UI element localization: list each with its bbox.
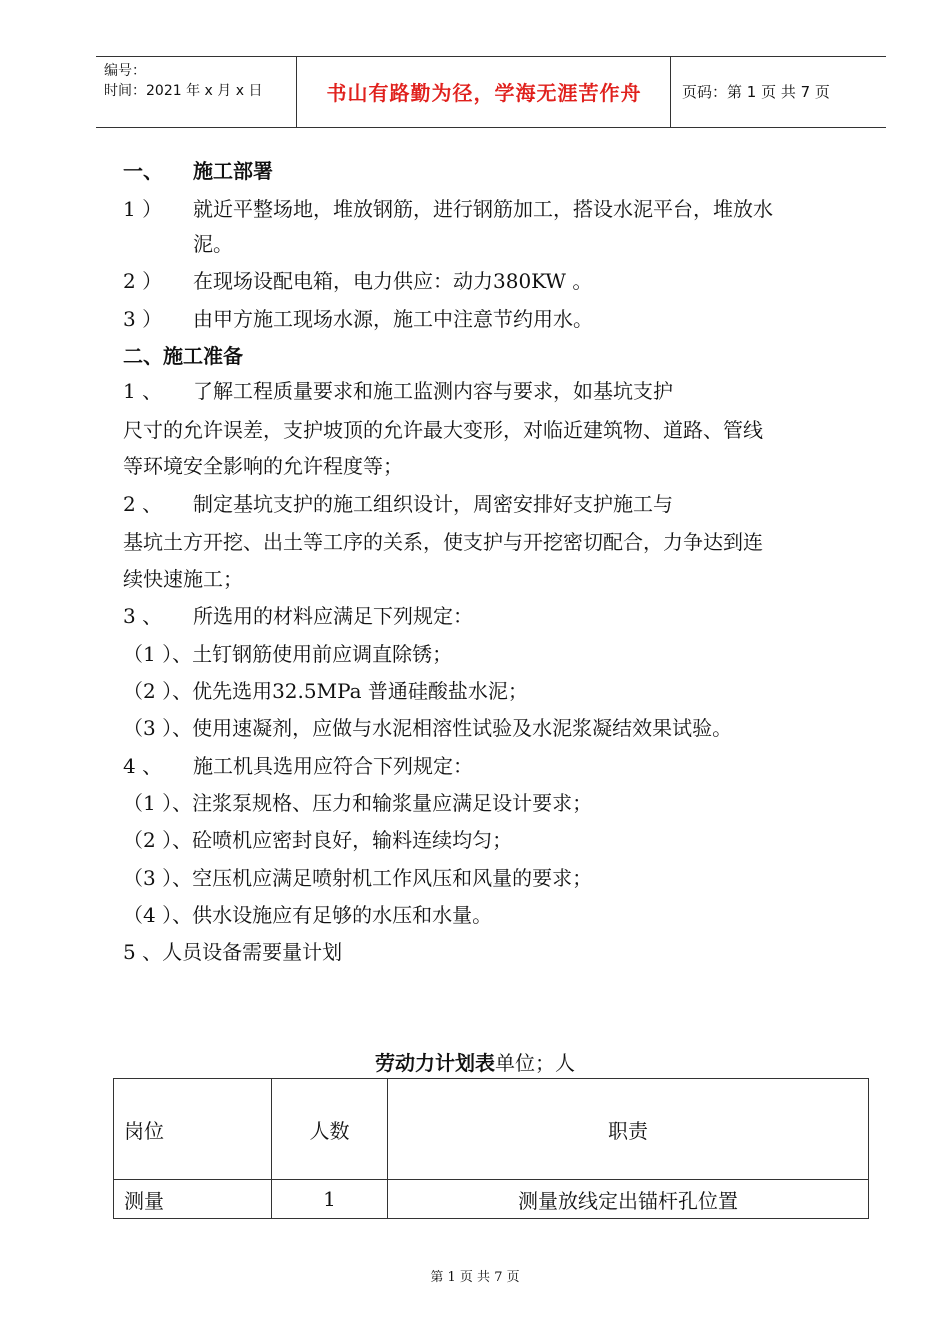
page-footer: 第 1 页 共 7 页 bbox=[430, 1270, 520, 1285]
list-item: （3 ）、使用速凝剂，应做与水泥相溶性试验及水泥浆凝结效果试验。 bbox=[123, 716, 733, 740]
list-item: （3 ）、空压机应满足喷射机工作风压和风量的要求； bbox=[123, 866, 593, 890]
header-divider bbox=[670, 57, 671, 127]
header-cell-count: 人数 bbox=[272, 1079, 388, 1180]
table-cell: 1 bbox=[272, 1180, 388, 1219]
paragraph-1-line-2: 尺寸的允许误差，支护坡顶的允许最大变形，对临近建筑物、道路、管线 bbox=[123, 418, 763, 442]
header-cell-duty: 职责 bbox=[388, 1079, 869, 1180]
list-item: （2 ）、优先选用32.5MPa 普通硅酸盐水泥； bbox=[123, 679, 528, 703]
paragraph-2-line-3: 续快速施工； bbox=[123, 567, 243, 591]
number-label: 编号： bbox=[104, 63, 146, 79]
header-cell-position: 岗位 bbox=[114, 1079, 272, 1180]
list-item: 1 ） 就近平整场地，堆放钢筋，进行钢筋加工，搭设水泥平台，堆放水 bbox=[123, 197, 773, 221]
header-divider bbox=[296, 57, 297, 127]
header-meta bbox=[104, 61, 262, 101]
list-item: 3 ） 由甲方施工现场水源，施工中注意节约用水。 bbox=[123, 307, 593, 331]
section-2-heading: 二、施工准备 bbox=[123, 344, 243, 368]
document-header bbox=[96, 56, 886, 128]
table-title-unit: 单位；人 bbox=[495, 1051, 575, 1075]
header-page-info: 页码：第 1 页 共 7 页 bbox=[682, 83, 830, 101]
list-item: （1 ）、土钉钢筋使用前应调直除锈； bbox=[123, 642, 453, 666]
section-1-heading bbox=[123, 158, 273, 184]
list-item: （1 ）、注浆泵规格、压力和输浆量应满足设计要求； bbox=[123, 791, 593, 815]
paragraph-1-line-3: 等环境安全影响的允许程度等； bbox=[123, 454, 403, 478]
paragraph-2: 2 、 制定基坑支护的施工组织设计，周密安排好支护施工与 bbox=[123, 492, 673, 516]
table-title bbox=[0, 1047, 950, 1076]
paragraph-4: 4 、 施工机具选用应符合下列规定： bbox=[123, 754, 473, 778]
paragraph-5: 5 、人员设备需要量计划 bbox=[123, 940, 343, 964]
table-cell: 测量放线定出锚杆孔位置 bbox=[388, 1180, 869, 1219]
paragraph-1: 1 、 了解工程质量要求和施工监测内容与要求，如基坑支护 bbox=[123, 379, 673, 403]
list-item: （4 ）、供水设施应有足够的水压和水量。 bbox=[123, 903, 493, 927]
section-1-title: 施工部署 bbox=[193, 159, 273, 183]
paragraph-2-line-2: 基坑土方开挖、出土等工序的关系，使支护与开挖密切配合，力争达到连 bbox=[123, 530, 763, 554]
paragraph-3: 3 、 所选用的材料应满足下列规定： bbox=[123, 604, 473, 628]
table-row bbox=[114, 1180, 869, 1219]
list-item-continuation: 泥。 bbox=[193, 232, 233, 256]
table-title-main: 劳动力计划表 bbox=[375, 1051, 495, 1075]
table-cell: 测量 bbox=[114, 1180, 272, 1219]
section-1-number: 一、 bbox=[123, 159, 163, 183]
list-item: 2 ） 在现场设配电箱，电力供应：动力380KW 。 bbox=[123, 269, 593, 293]
labor-plan-table bbox=[113, 1078, 869, 1219]
time-label: 时间：2021 年 x 月 x 日 bbox=[104, 83, 263, 99]
list-item: （2 ）、砼喷机应密封良好，输料连续均匀； bbox=[123, 828, 513, 852]
header-motto: 书山有路勤为径，学海无涯苦作舟 bbox=[326, 81, 642, 105]
table-header-row bbox=[114, 1079, 869, 1180]
